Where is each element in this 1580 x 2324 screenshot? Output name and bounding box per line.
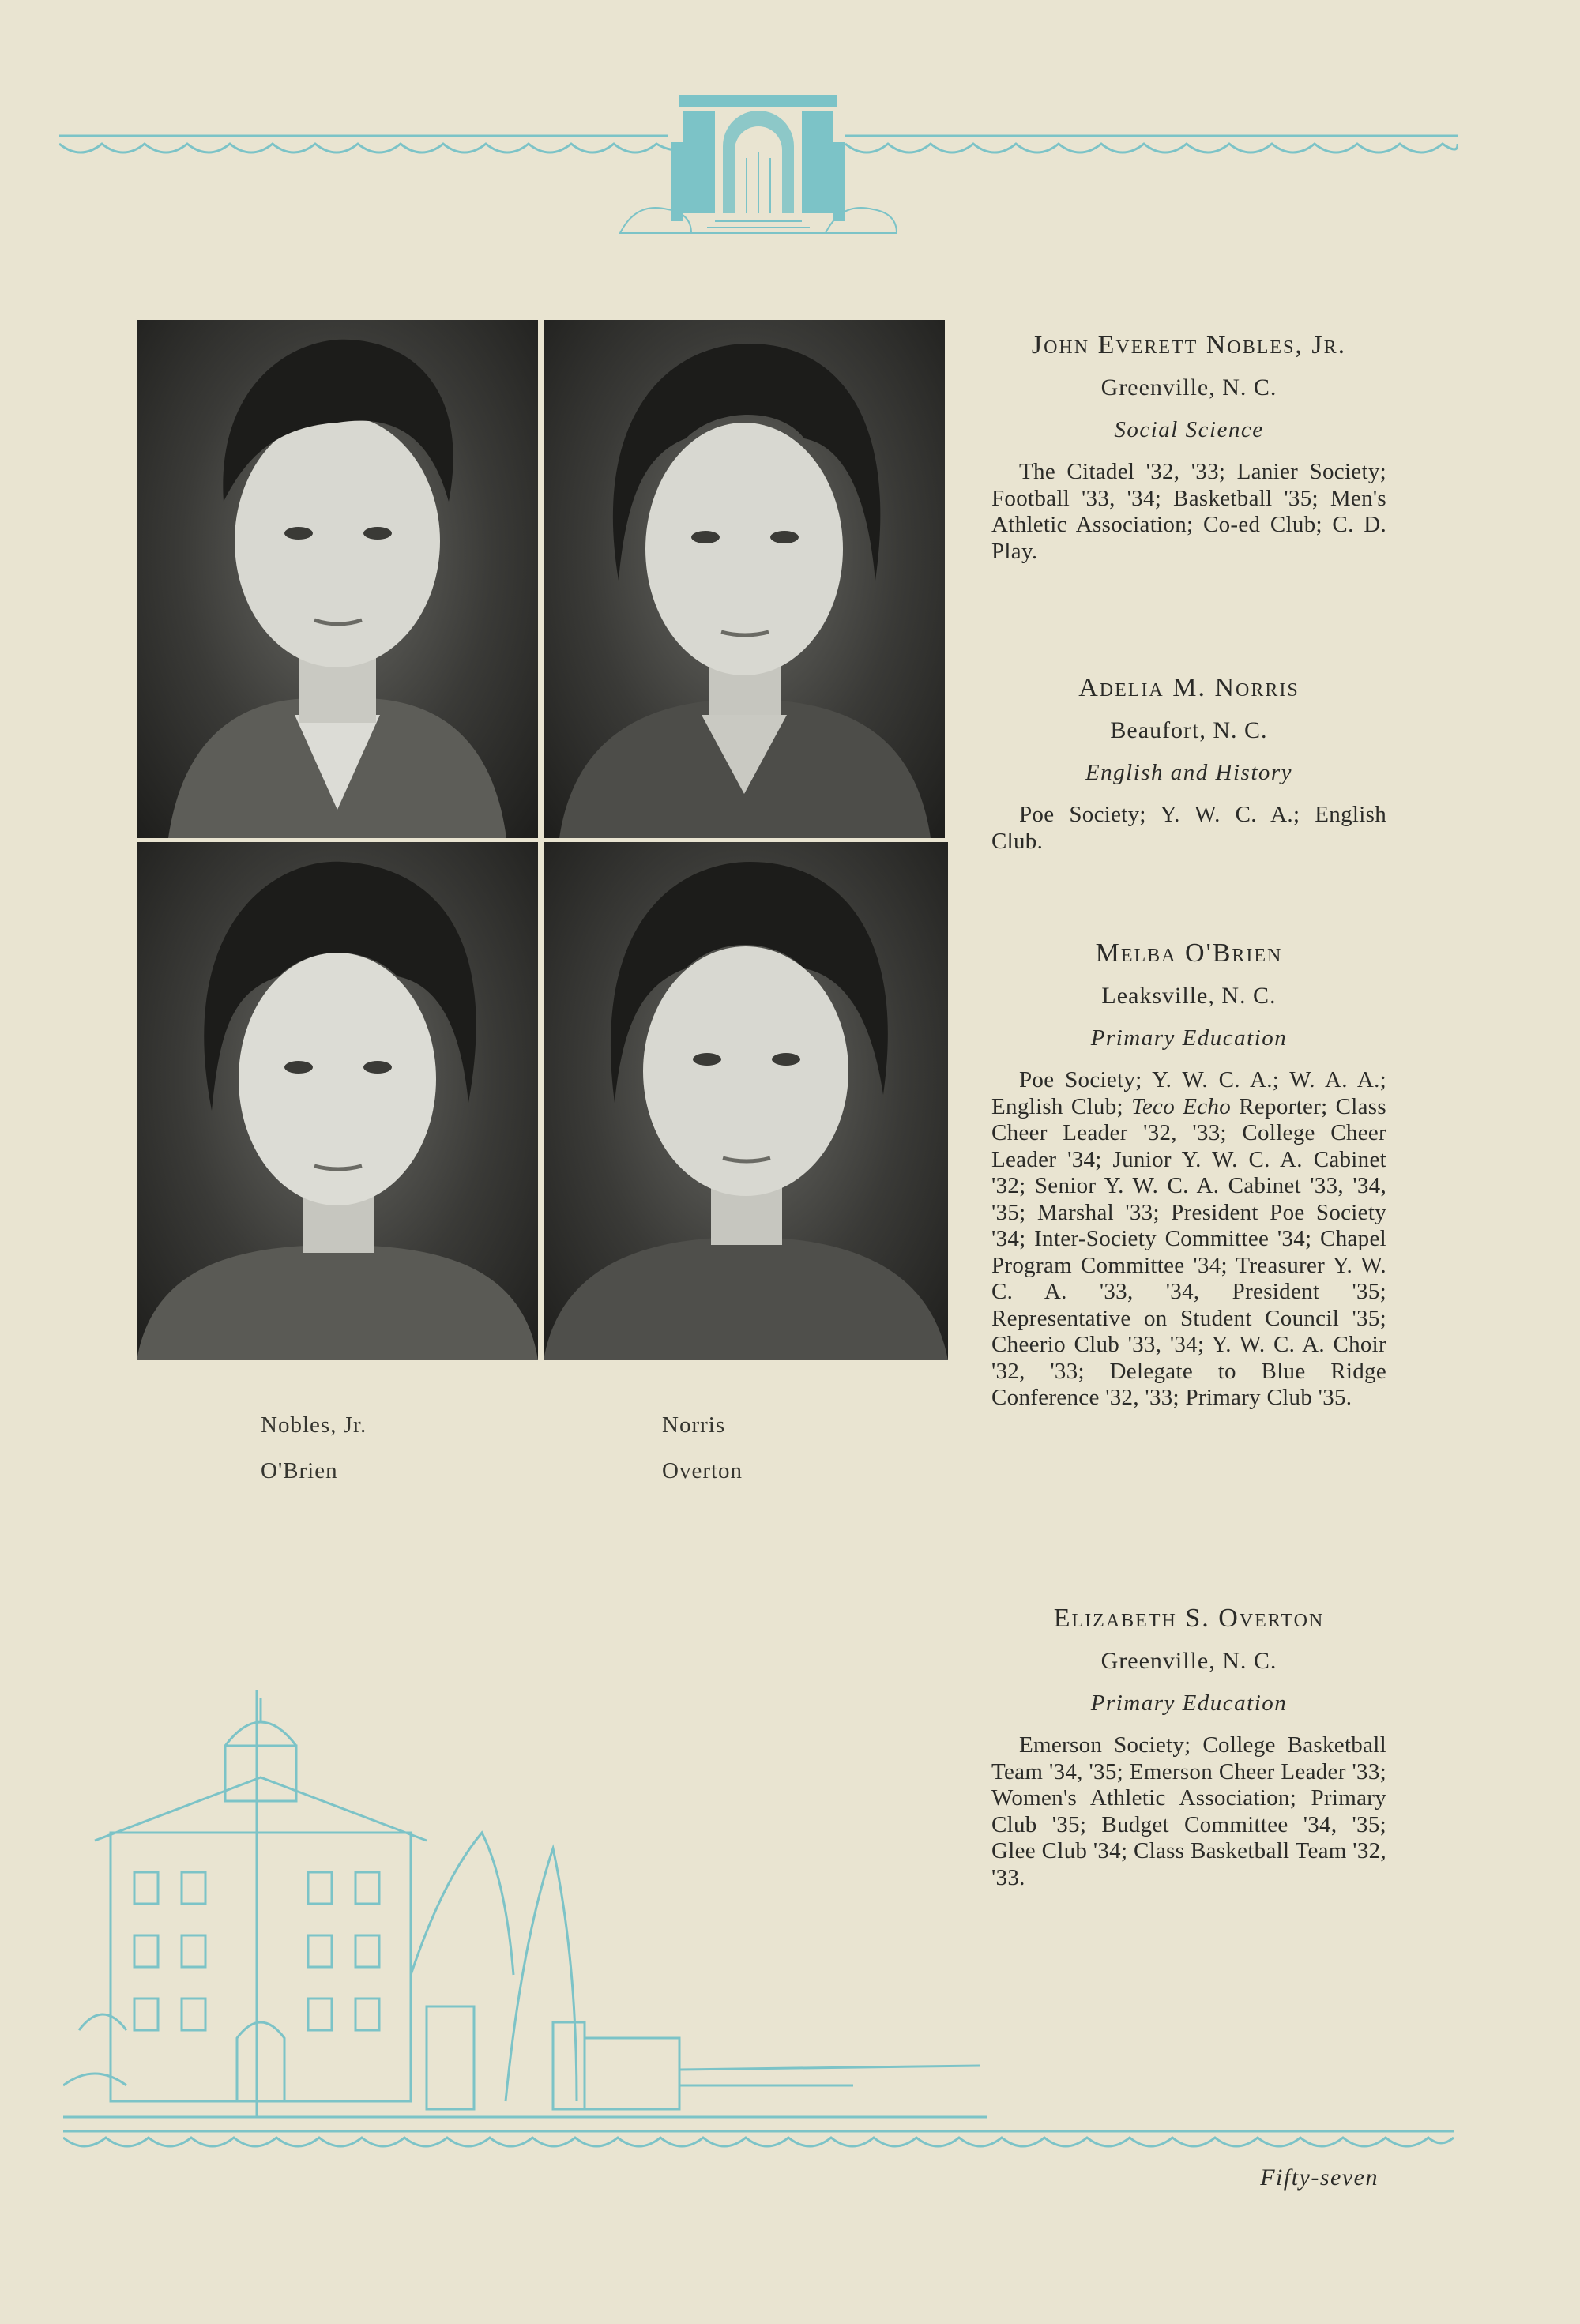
student-name: Elizabeth S. Overton [1053,1604,1325,1633]
bio-obrien [991,938,1386,1412]
caption-bottom-right: Overton [662,1458,743,1484]
caption-top-left: Nobles, Jr. [261,1412,367,1438]
bio-norris [991,673,1386,855]
bottom-ornament [63,2125,1454,2157]
student-major: Primary Education [1090,1025,1288,1051]
campus-building-illustration [63,1690,988,2133]
student-name: John Everett Nobles, Jr. [1031,330,1347,359]
student-major: English and History [1085,760,1293,785]
student-hometown: Leaksville, N. C. [1101,983,1277,1009]
bio-overton [991,1604,1386,1891]
caption-top-right: Norris [662,1412,726,1438]
student-name: Melba O'Brien [1095,938,1283,968]
page-number: Fifty-seven [1260,2164,1379,2191]
student-hometown: Beaufort, N. C. [1110,717,1268,743]
portrait-obrien [137,842,538,1360]
top-ornament [59,87,1458,245]
portrait-overton [544,842,948,1360]
portrait-nobles [137,320,538,838]
student-hometown: Greenville, N. C. [1100,374,1277,400]
caption-bottom-left: O'Brien [261,1458,338,1484]
activities-text-post: Reporter; Class Cheer Leader '32, '33; College Cheer Leader '34; Junior Y. W. C. A. Cabinet '32; Senior Y. W. C. A. Cabinet '33, '34, '35; Marshal '33; President Poe Society '34; Inter-Society Committee '34; Chapel Program Committee '34; Treasurer Y. W. C. A. '33, '34, President '35; Representative on Student Council '35; Cheerio Club '33, '34; Y. W. C. A. Choir '32, '33; Delegate to Blue Ridge Conference '32, '33; Primary Club '35. [991,1093,1386,1410]
student-activities: Poe Society; Y. W. C. A.; English Club. [991,802,1386,854]
activities-text-pre: Poe Society; Y. W. C. A.; W. A. A.; English Club; [991,1067,1386,1119]
student-hometown: Greenville, N. C. [1100,1648,1277,1674]
bio-nobles [991,330,1386,565]
student-major: Primary Education [1090,1690,1288,1716]
student-activities: Emerson Society; College Basketball Team '34, '35; Emerson Cheer Leader '33; Women's Athletic Association; Primary Club '35; Budget Committee '34, '35; Glee Club '34; Class Basketball Team '32, '33. [991,1732,1386,1890]
student-name: Adelia M. Norris [1078,673,1300,702]
student-major: Social Science [1114,417,1264,442]
portrait-norris [544,320,945,838]
newspaper-title: Teco Echo [1131,1093,1231,1119]
student-activities [991,1067,1386,1412]
student-activities: The Citadel '32, '33; Lanier Society; Football '33, '34; Basketball '35; Men's Athletic Association; Co-ed Club; C. D. Play. [991,459,1386,564]
